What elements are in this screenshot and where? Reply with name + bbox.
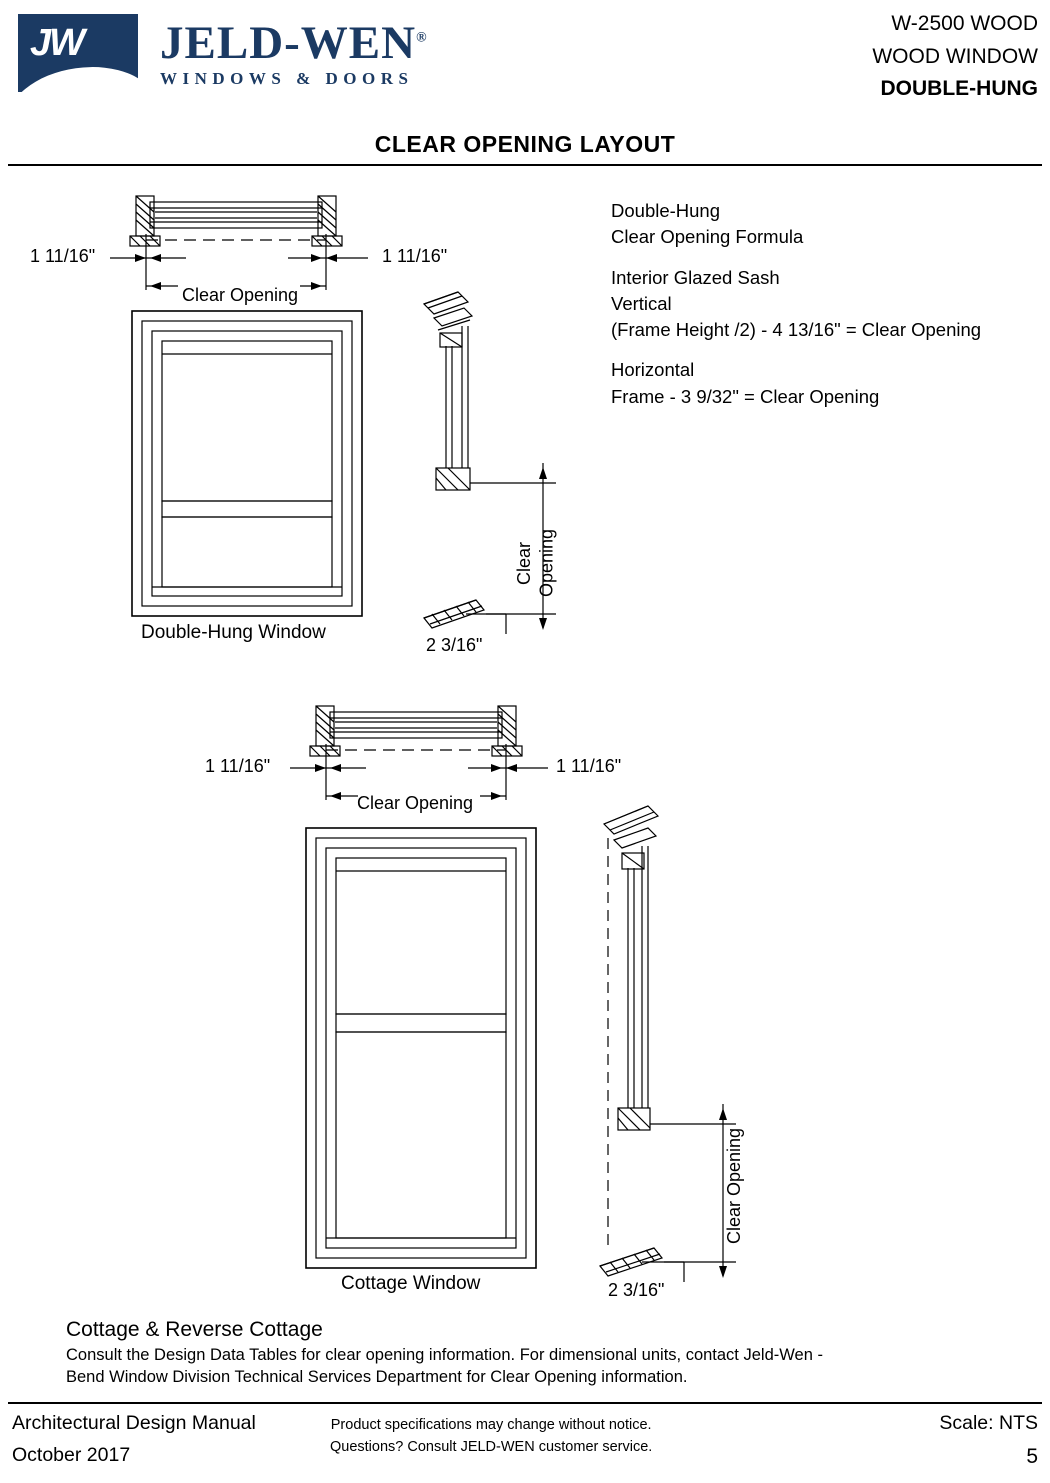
manual-date: October 2017 xyxy=(12,1443,131,1466)
footer-left xyxy=(12,1408,256,1471)
header-divider xyxy=(8,164,1042,166)
bottom-section-clear-opening-label: Clear Opening xyxy=(724,1127,744,1244)
brand-wordmark xyxy=(160,16,428,88)
cottage-window-caption: Cottage Window xyxy=(341,1273,481,1294)
top-section-clear-opening-label: Clear Opening xyxy=(514,528,557,598)
bottom-dim-right: 1 11/16" xyxy=(556,756,622,776)
brand-subtitle: WINDOWS & DOORS xyxy=(160,68,414,88)
cottage-note-title: Cottage & Reverse Cottage xyxy=(66,1318,323,1341)
product-line-1: W-2500 WOOD xyxy=(891,12,1038,35)
double-hung-window-caption: Double-Hung Window xyxy=(141,622,326,643)
clear-opening-formula xyxy=(611,198,981,410)
bottom-clear-opening-label: Clear Opening xyxy=(357,793,474,813)
drawing-scale: Scale: NTS xyxy=(939,1412,1038,1434)
manual-title: Architectural Design Manual xyxy=(12,1412,256,1434)
formula-heading-1: Double-Hung xyxy=(611,200,721,221)
top-dim-left: 1 11/16" xyxy=(30,246,96,266)
jeldwen-logo xyxy=(18,14,428,92)
cottage-note-line-1: Consult the Design Data Tables for clear opening information. For dimensional units, contact Jeld-Wen - xyxy=(66,1346,823,1364)
page-footer xyxy=(0,1404,1050,1483)
footer-right xyxy=(939,1408,1038,1474)
product-identification xyxy=(872,8,1038,106)
top-dim-right: 1 11/16" xyxy=(382,246,448,266)
product-line-2: WOOD WINDOW xyxy=(872,44,1038,68)
footer-disclaimer xyxy=(330,1414,652,1459)
registered-mark: ® xyxy=(416,29,428,45)
cottage-window-drawing xyxy=(180,688,940,1308)
drawing-area xyxy=(0,168,1050,1368)
formula-sash-type: Interior Glazed Sash xyxy=(611,266,780,288)
brand-name xyxy=(160,16,428,69)
disclaimer-line-2: Questions? Consult JELD-WEN customer service. xyxy=(330,1439,653,1456)
top-clear-opening-label: Clear Opening xyxy=(182,285,299,305)
page-header xyxy=(0,0,1050,115)
jw-monogram-text: JW xyxy=(30,22,83,64)
jw-monogram-icon xyxy=(18,14,138,92)
formula-heading-2: Clear Opening Formula xyxy=(611,226,804,248)
cottage-note xyxy=(66,1318,966,1389)
formula-vertical-expression: (Frame Height /2) - 4 13/16" = Clear Opening xyxy=(611,319,982,341)
formula-horizontal-expression: Frame - 3 9/32" = Clear Opening xyxy=(611,385,880,407)
page-title: CLEAR OPENING LAYOUT xyxy=(374,131,676,157)
cottage-note-line-2: Bend Window Division Technical Services Department for Clear Opening information. xyxy=(66,1368,688,1387)
product-line-3: DOUBLE-HUNG xyxy=(880,77,1038,101)
bottom-section-dim: 2 3/16" xyxy=(608,1280,665,1300)
bottom-dim-left: 1 11/16" xyxy=(205,756,271,776)
formula-horizontal-label: Horizontal xyxy=(611,359,695,381)
brand-name-text: JELD-WEN xyxy=(160,16,417,69)
disclaimer-line-1: Product specifications may change without notice. xyxy=(330,1417,652,1433)
top-section-dim: 2 3/16" xyxy=(426,635,483,655)
page-number: 5 xyxy=(1026,1444,1038,1468)
formula-vertical-label: Vertical xyxy=(611,292,672,314)
